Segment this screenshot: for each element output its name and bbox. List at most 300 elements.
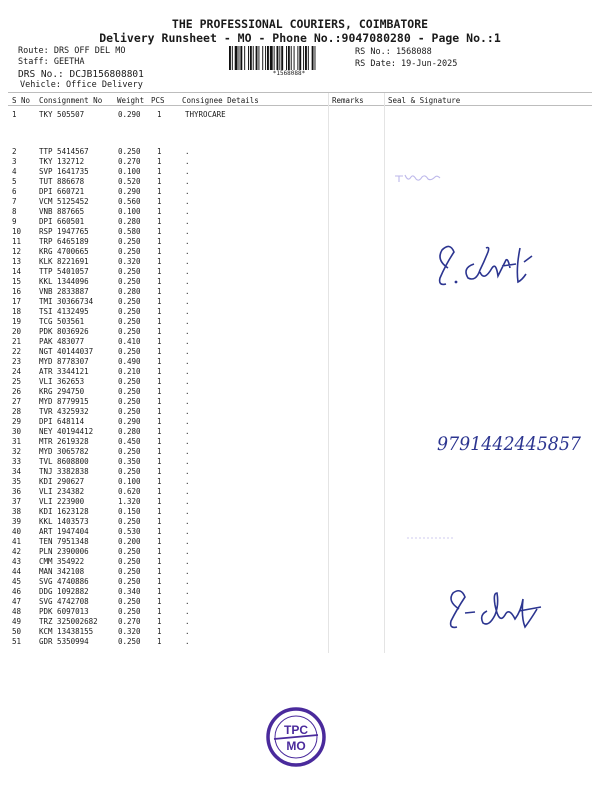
row-consignment: VCM 5125452 — [39, 197, 89, 206]
row-marker: . — [185, 487, 190, 496]
phone-number-text: 9791442445857 — [437, 433, 582, 455]
row-pcs: 1 — [157, 327, 162, 336]
row-marker: . — [185, 397, 190, 406]
row-pcs: 1 — [157, 337, 162, 346]
row-sno: 16 — [12, 287, 22, 296]
row-pcs: 1 — [157, 597, 162, 606]
runsheet-meta-left — [18, 46, 144, 91]
row-sno: 38 — [12, 507, 22, 516]
row-sno: 47 — [12, 597, 22, 606]
table-row — [0, 307, 600, 317]
tpc-mo-stamp — [265, 706, 327, 768]
header-bottom-rule — [8, 105, 592, 106]
row-marker: . — [185, 617, 190, 626]
row-marker: . — [185, 237, 190, 246]
table-row — [0, 517, 600, 527]
row-weight: 0.270 — [118, 617, 141, 626]
row-marker: . — [185, 547, 190, 556]
row-weight: 0.100 — [118, 167, 141, 176]
row-sno: 18 — [12, 307, 22, 316]
row-marker: . — [185, 527, 190, 536]
table-row — [0, 457, 600, 467]
row-marker: . — [185, 247, 190, 256]
row-marker: . — [185, 497, 190, 506]
row-pcs: 1 — [157, 147, 162, 156]
row-pcs: 1 — [157, 577, 162, 586]
row-sno: 43 — [12, 557, 22, 566]
row-marker: . — [185, 277, 190, 286]
row-consignment: TKY 505507 — [39, 110, 85, 119]
row-marker: . — [185, 567, 190, 576]
row-sno: 19 — [12, 317, 22, 326]
row-marker: . — [185, 447, 190, 456]
row-pcs: 1 — [157, 477, 162, 486]
row-sno: 28 — [12, 407, 22, 416]
table-row — [0, 317, 600, 327]
row-weight: 0.580 — [118, 227, 141, 236]
row-marker: . — [185, 167, 190, 176]
row-sno: 29 — [12, 417, 22, 426]
row-consignment: VLI 223900 — [39, 497, 85, 506]
row-weight: 0.250 — [118, 237, 141, 246]
row-pcs: 1 — [157, 317, 162, 326]
row-sno: 42 — [12, 547, 22, 556]
row-pcs: 1 — [157, 427, 162, 436]
col-sno: S No — [12, 96, 31, 105]
col-consignment: Consignment No — [39, 96, 103, 105]
table-row — [0, 347, 600, 357]
table-row — [0, 327, 600, 337]
row-marker: . — [185, 177, 190, 186]
row-weight: 0.250 — [118, 607, 141, 616]
row-sno: 39 — [12, 517, 22, 526]
row-weight: 0.250 — [118, 277, 141, 286]
row-sno: 40 — [12, 527, 22, 536]
table-row — [0, 207, 600, 217]
table-row — [0, 110, 600, 120]
row-marker: . — [185, 537, 190, 546]
row-weight: 0.250 — [118, 567, 141, 576]
row-marker: . — [185, 557, 190, 566]
row-consignment: NGT 40144037 — [39, 347, 94, 356]
row-consignment: ATR 3344121 — [39, 367, 89, 376]
row-marker: . — [185, 517, 190, 526]
row-weight: 0.520 — [118, 177, 141, 186]
table-row — [0, 217, 600, 227]
row-marker: . — [185, 147, 190, 156]
row-marker: . — [185, 457, 190, 466]
row-marker: . — [185, 307, 190, 316]
drs-number — [18, 69, 144, 80]
row-weight: 0.280 — [118, 287, 141, 296]
row-sno: 44 — [12, 567, 22, 576]
row-marker: . — [185, 337, 190, 346]
row-sno: 49 — [12, 617, 22, 626]
row-marker: . — [185, 587, 190, 596]
row-pcs: 1 — [157, 267, 162, 276]
row-sno: 50 — [12, 627, 22, 636]
row-marker: . — [185, 437, 190, 446]
row-weight: 0.320 — [118, 627, 141, 636]
row-consignment: GDR 5350994 — [39, 637, 89, 646]
row-sno: 2 — [12, 147, 17, 156]
table-row — [0, 507, 600, 517]
row-consignment: TKY 132712 — [39, 157, 85, 166]
route-text: Route: DRS OFF DEL MO — [18, 46, 126, 56]
row-pcs: 1 — [157, 527, 162, 536]
row-consignment: SVG 4740886 — [39, 577, 89, 586]
row-sno: 20 — [12, 327, 22, 336]
row-pcs: 1 — [157, 187, 162, 196]
row-pcs: 1 — [157, 467, 162, 476]
stamp-line1: TPC — [284, 723, 308, 737]
runsheet-meta-right — [355, 46, 457, 70]
row-pcs: 1 — [157, 487, 162, 496]
row-sno: 26 — [12, 387, 22, 396]
row-sno: 7 — [12, 197, 17, 206]
row-marker: . — [185, 157, 190, 166]
row-marker: . — [185, 367, 190, 376]
row-pcs: 1 — [157, 457, 162, 466]
row-pcs: 1 — [157, 537, 162, 546]
col-weight: Weight — [117, 96, 145, 105]
row-pcs: 1 — [157, 507, 162, 516]
row-sno: 14 — [12, 267, 22, 276]
row-sno: 33 — [12, 457, 22, 466]
row-consignment: TCG 503561 — [39, 317, 85, 326]
row-pcs: 1 — [157, 197, 162, 206]
row-marker: . — [185, 357, 190, 366]
row-marker: . — [185, 347, 190, 356]
row-sno: 35 — [12, 477, 22, 486]
row-consignment: DPI 660721 — [39, 187, 85, 196]
row-consignment: TSI 4132495 — [39, 307, 89, 316]
row-sno: 1 — [12, 110, 17, 119]
row-weight: 0.100 — [118, 477, 141, 486]
row-marker: . — [185, 187, 190, 196]
rs-number: RS No.: 1568088 — [355, 47, 432, 57]
stamp-line2: MO — [286, 739, 306, 753]
row-weight: 0.290 — [118, 417, 141, 426]
row-sno: 3 — [12, 157, 17, 166]
row-pcs: 1 — [157, 377, 162, 386]
row-pcs: 1 — [157, 407, 162, 416]
table-row — [0, 557, 600, 567]
row-consignment: TMI 30366734 — [39, 297, 94, 306]
row-consignment: PDK 8036926 — [39, 327, 89, 336]
row-weight: 0.490 — [118, 357, 141, 366]
row-weight: 0.250 — [118, 637, 141, 646]
row-consignment: ART 1947404 — [39, 527, 89, 536]
row-weight: 0.410 — [118, 337, 141, 346]
row-weight: 0.350 — [118, 457, 141, 466]
row-pcs: 1 — [157, 177, 162, 186]
row-pcs: 1 — [157, 257, 162, 266]
row-sno: 13 — [12, 257, 22, 266]
row-sno: 34 — [12, 467, 22, 476]
row-consignment: KLK 8221691 — [39, 257, 89, 266]
row-sno: 27 — [12, 397, 22, 406]
row-sno: 46 — [12, 587, 22, 596]
row-marker: . — [185, 287, 190, 296]
row-weight: 0.150 — [118, 507, 141, 516]
table-row — [0, 227, 600, 237]
row-weight: 0.250 — [118, 397, 141, 406]
row-marker: . — [185, 597, 190, 606]
table-row — [0, 527, 600, 537]
row-weight: 0.250 — [118, 327, 141, 336]
row-weight: 0.250 — [118, 147, 141, 156]
rs-date: RS Date: 19-Jun-2025 — [355, 59, 458, 69]
table-row — [0, 547, 600, 557]
row-consignment: TUT 886678 — [39, 177, 85, 186]
row-consignment: RSP 1947765 — [39, 227, 89, 236]
row-marker: . — [185, 327, 190, 336]
row-sno: 48 — [12, 607, 22, 616]
row-pcs: 1 — [157, 297, 162, 306]
row-pcs: 1 — [157, 557, 162, 566]
row-marker: . — [185, 637, 190, 646]
row-pcs: 1 — [157, 417, 162, 426]
row-sno: 31 — [12, 437, 22, 446]
row-weight: 0.250 — [118, 597, 141, 606]
table-row — [0, 567, 600, 577]
row-weight: 0.250 — [118, 297, 141, 306]
row-consignment: SVG 4742708 — [39, 597, 89, 606]
row-consignment: PAK 483077 — [39, 337, 85, 346]
table-row — [0, 337, 600, 347]
staff-text: Staff: GEETHA — [18, 57, 85, 67]
row-consignment: TTP 5414567 — [39, 147, 89, 156]
table-row — [0, 367, 600, 377]
row-pcs: 1 — [157, 247, 162, 256]
row-sno: 9 — [12, 217, 17, 226]
row-pcs: 1 — [157, 637, 162, 646]
table-row — [0, 487, 600, 497]
header-top-rule — [8, 92, 592, 93]
row-consignment: DPI 648114 — [39, 417, 85, 426]
row-pcs: 1 — [157, 567, 162, 576]
runsheet-subtitle: Delivery Runsheet - MO - Phone No.:9047080280 - Page No.:1 — [99, 31, 501, 45]
row-consignment: MTR 2619328 — [39, 437, 89, 446]
row-consignment: DPI 660501 — [39, 217, 85, 226]
row-pcs: 1 — [157, 617, 162, 626]
row-consignment: VLI 362653 — [39, 377, 85, 386]
row-pcs: 1 — [157, 607, 162, 616]
row-weight: 0.250 — [118, 377, 141, 386]
row-consignment: NEY 40194412 — [39, 427, 94, 436]
row-marker: . — [185, 317, 190, 326]
row-sno: 4 — [12, 167, 17, 176]
row-pcs: 1 — [157, 237, 162, 246]
row-pcs: 1 — [157, 497, 162, 506]
row-pcs: 1 — [157, 437, 162, 446]
table-row — [0, 477, 600, 487]
row-marker: . — [185, 217, 190, 226]
row-pcs: 1 — [157, 387, 162, 396]
row-sno: 5 — [12, 177, 17, 186]
vehicle-text: Vehicle: Office Delivery — [20, 80, 143, 90]
row-consignment: VNB 887665 — [39, 207, 85, 216]
row-consignment: KKL 1403573 — [39, 517, 89, 526]
row-weight: 0.250 — [118, 387, 141, 396]
row-pcs: 1 — [157, 217, 162, 226]
row-pcs: 1 — [157, 207, 162, 216]
table-row — [0, 497, 600, 507]
row-weight: 0.210 — [118, 367, 141, 376]
row-consignment: TRZ 325002682 — [39, 617, 98, 626]
row-sno: 41 — [12, 537, 22, 546]
row-marker: . — [185, 207, 190, 216]
row-pcs: 1 — [157, 547, 162, 556]
row-consignment: PDK 6097013 — [39, 607, 89, 616]
row-consignment: VNB 2833887 — [39, 287, 89, 296]
table-row — [0, 167, 600, 177]
row-weight: 0.100 — [118, 207, 141, 216]
row-consignment: TVR 4325932 — [39, 407, 89, 416]
row-pcs: 1 — [157, 517, 162, 526]
row-sno: 22 — [12, 347, 22, 356]
row-weight: 0.270 — [118, 157, 141, 166]
row-consignment: TVL 8608800 — [39, 457, 89, 466]
drs-label: DRS No.: — [18, 69, 64, 80]
row-consignment: MYD 8778307 — [39, 357, 89, 366]
table-row — [0, 377, 600, 387]
row-pcs: 1 — [157, 447, 162, 456]
row-sno: 51 — [12, 637, 22, 646]
row-weight: 0.250 — [118, 467, 141, 476]
row-consignment: KKL 1344096 — [39, 277, 89, 286]
row-weight: 0.250 — [118, 347, 141, 356]
row-consignment: KDI 1623128 — [39, 507, 89, 516]
table-row — [0, 197, 600, 207]
table-row — [0, 417, 600, 427]
row-consignment: KCM 13438155 — [39, 627, 94, 636]
table-row — [0, 187, 600, 197]
row-weight: 0.450 — [118, 437, 141, 446]
row-pcs: 1 — [157, 110, 162, 119]
row-consignment: TTP 5401057 — [39, 267, 89, 276]
row-marker: . — [185, 267, 190, 276]
handwritten-scribble — [393, 170, 443, 184]
row-sno: 23 — [12, 357, 22, 366]
table-row — [0, 297, 600, 307]
row-marker: . — [185, 577, 190, 586]
row-sno: 30 — [12, 427, 22, 436]
row-pcs: 1 — [157, 627, 162, 636]
row-sno: 37 — [12, 497, 22, 506]
table-row — [0, 407, 600, 417]
col-remarks: Remarks — [332, 96, 364, 105]
row-marker: . — [185, 477, 190, 486]
row-sno: 11 — [12, 237, 22, 246]
row-marker: . — [185, 507, 190, 516]
table-row — [0, 357, 600, 367]
row-weight: 0.280 — [118, 217, 141, 226]
barcode-text: *1568088* — [272, 70, 306, 77]
row-marker: . — [185, 227, 190, 236]
row-consignment: PLN 2390006 — [39, 547, 89, 556]
row-marker: . — [185, 377, 190, 386]
row-weight: 0.250 — [118, 317, 141, 326]
row-consignment: MYD 8779915 — [39, 397, 89, 406]
row-marker: . — [185, 607, 190, 616]
handwritten-phone-number — [435, 428, 585, 458]
row-sno: 21 — [12, 337, 22, 346]
row-consignment: TNJ 3382838 — [39, 467, 89, 476]
row-weight: 0.250 — [118, 517, 141, 526]
row-weight: 0.290 — [118, 110, 141, 119]
row-marker: . — [185, 467, 190, 476]
row-marker: . — [185, 407, 190, 416]
faint-mark — [405, 533, 455, 543]
barcode-image — [228, 46, 350, 70]
row-weight: 0.250 — [118, 447, 141, 456]
row-pcs: 1 — [157, 397, 162, 406]
row-weight: 0.320 — [118, 257, 141, 266]
row-sno: 8 — [12, 207, 17, 216]
row-marker: . — [185, 197, 190, 206]
row-weight: 0.340 — [118, 587, 141, 596]
row-consignment: SVP 1641735 — [39, 167, 89, 176]
table-row — [0, 387, 600, 397]
row-pcs: 1 — [157, 587, 162, 596]
row-weight: 0.250 — [118, 557, 141, 566]
company-title: THE PROFESSIONAL COURIERS, COIMBATORE — [171, 17, 429, 31]
row-sno: 17 — [12, 297, 22, 306]
row-weight: 0.530 — [118, 527, 141, 536]
row-pcs: 1 — [157, 347, 162, 356]
row-sno: 12 — [12, 247, 22, 256]
row-weight: 0.250 — [118, 577, 141, 586]
col-consignee: Consignee Details — [182, 96, 259, 105]
row-consignment: KRG 4700665 — [39, 247, 89, 256]
row-marker: . — [185, 257, 190, 266]
drs-value: DCJB156808801 — [69, 69, 144, 80]
row-pcs: 1 — [157, 277, 162, 286]
row-weight: 0.250 — [118, 307, 141, 316]
row-marker: . — [185, 297, 190, 306]
row-pcs: 1 — [157, 307, 162, 316]
row-weight: 1.320 — [118, 497, 141, 506]
row-pcs: 1 — [157, 357, 162, 366]
table-row — [0, 147, 600, 157]
row-pcs: 1 — [157, 157, 162, 166]
row-consignment: MYD 3065782 — [39, 447, 89, 456]
row-sno: 25 — [12, 377, 22, 386]
row-weight: 0.250 — [118, 407, 141, 416]
row-marker: . — [185, 417, 190, 426]
row-sno: 32 — [12, 447, 22, 456]
row-weight: 0.250 — [118, 247, 141, 256]
table-row — [0, 467, 600, 477]
table-row — [0, 537, 600, 547]
signature-bottom — [445, 585, 560, 640]
row-sno: 6 — [12, 187, 17, 196]
row-pcs: 1 — [157, 287, 162, 296]
row-consignment: DDG 1092882 — [39, 587, 89, 596]
table-row — [0, 157, 600, 167]
row-pcs: 1 — [157, 227, 162, 236]
row-sno: 10 — [12, 227, 22, 236]
row-weight: 0.620 — [118, 487, 141, 496]
row-sno: 24 — [12, 367, 22, 376]
row-sno: 36 — [12, 487, 22, 496]
row-weight: 0.560 — [118, 197, 141, 206]
signature-top — [432, 238, 552, 296]
row-pcs: 1 — [157, 167, 162, 176]
row-weight: 0.280 — [118, 427, 141, 436]
